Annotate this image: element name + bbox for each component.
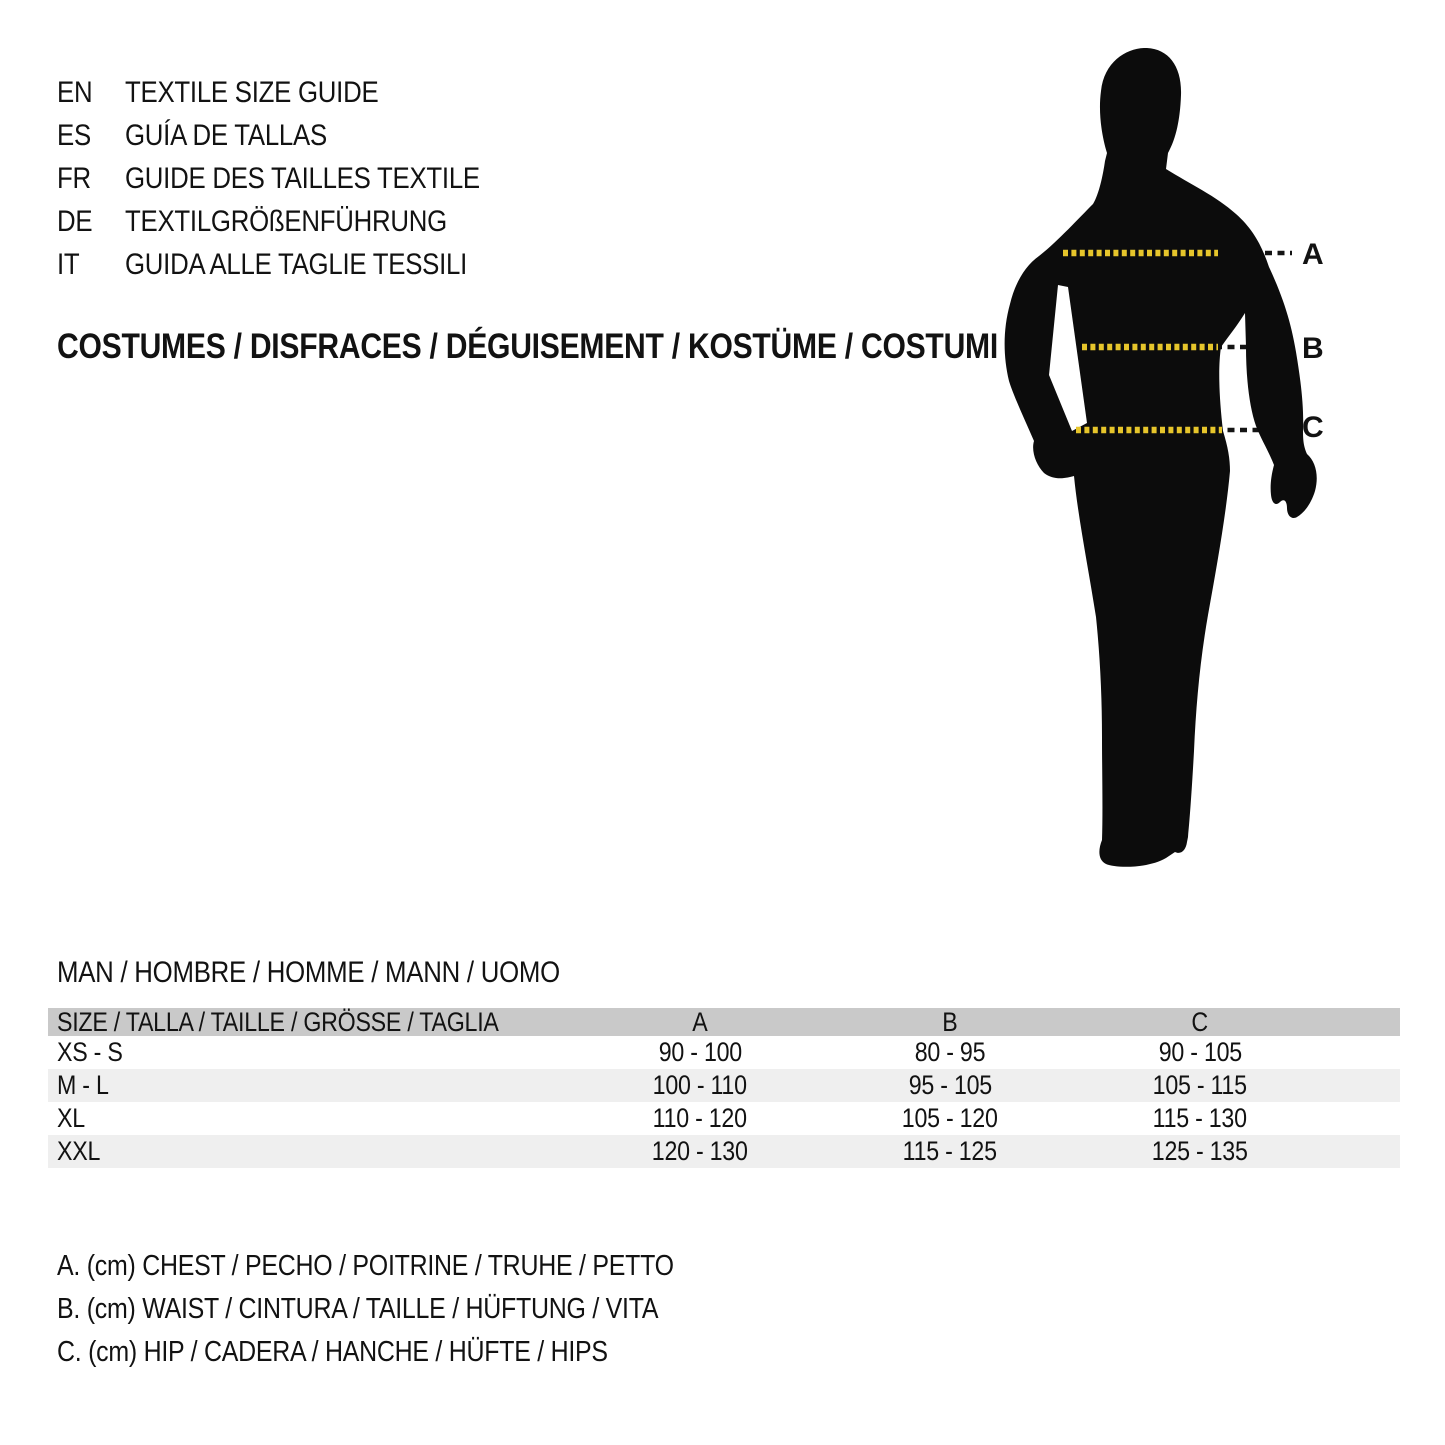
cell-c: 115 - 130 (1152, 1103, 1248, 1133)
language-title: TEXTILE SIZE GUIDE (125, 75, 379, 109)
language-title: GUIDE DES TAILLES TEXTILE (125, 161, 480, 195)
table-row (48, 1135, 1400, 1168)
language-row (57, 71, 538, 114)
cell-size: XS - S (57, 1037, 123, 1067)
cell-c: 105 - 115 (1152, 1070, 1248, 1100)
language-code: FR (57, 161, 91, 195)
legend (57, 1245, 774, 1374)
language-row (57, 114, 538, 157)
language-code: ES (57, 118, 91, 152)
language-row (57, 243, 538, 286)
section-title-man: MAN / HOMBRE / HOMME / MANN / UOMO (57, 956, 560, 989)
size-table (48, 1008, 1400, 1168)
cell-size: XXL (57, 1136, 101, 1166)
cell-a: 90 - 100 (658, 1037, 742, 1067)
cell-c: 125 - 135 (1152, 1136, 1248, 1166)
cell-c: 90 - 105 (1158, 1037, 1242, 1067)
male-silhouette (990, 45, 1340, 895)
legend-line: B. (cm) WAIST / CINTURA / TAILLE / HÜFTUNG / VITA (57, 1293, 659, 1325)
language-row (57, 157, 538, 200)
cell-a: 100 - 110 (652, 1070, 748, 1100)
category-title: COSTUMES / DISFRACES / DÉGUISEMENT / KOSTÜME / COSTUMI (57, 327, 998, 366)
table-row (48, 1102, 1400, 1135)
cell-a: 110 - 120 (652, 1103, 748, 1133)
cell-b: 80 - 95 (914, 1037, 986, 1067)
language-title: TEXTILGRÖßENFÜHRUNG (125, 204, 447, 238)
header-col-a: A (692, 1006, 708, 1037)
language-guide (57, 71, 538, 286)
cell-b: 105 - 120 (902, 1103, 998, 1133)
measurement-label-c: C (1302, 411, 1324, 444)
body-silhouette-path (1005, 48, 1317, 867)
header-col-c: C (1191, 1006, 1209, 1037)
language-code: IT (57, 247, 80, 281)
language-title: GUÍA DE TALLAS (125, 118, 327, 152)
measurement-label-a: A (1302, 238, 1324, 271)
cell-a: 120 - 130 (652, 1136, 748, 1166)
cell-size: XL (57, 1103, 85, 1133)
table-header-row (48, 1008, 1400, 1036)
language-code: EN (57, 75, 93, 109)
cell-size: M - L (57, 1070, 109, 1100)
cell-b: 115 - 125 (902, 1136, 998, 1166)
table-row (48, 1036, 1400, 1069)
language-code: DE (57, 204, 93, 238)
header-size-label: SIZE / TALLA / TAILLE / GRÖSSE / TAGLIA (57, 1006, 499, 1037)
table-row (48, 1069, 1400, 1102)
legend-line: C. (cm) HIP / CADERA / HANCHE / HÜFTE / HIPS (57, 1336, 608, 1368)
language-row (57, 200, 538, 243)
legend-line: A. (cm) CHEST / PECHO / POITRINE / TRUHE / PETTO (57, 1250, 674, 1282)
language-title: GUIDA ALLE TAGLIE TESSILI (125, 247, 468, 281)
header-col-b: B (942, 1006, 958, 1037)
measurement-label-b: B (1302, 332, 1324, 365)
cell-b: 95 - 105 (908, 1070, 992, 1100)
size-figure (990, 45, 1340, 895)
